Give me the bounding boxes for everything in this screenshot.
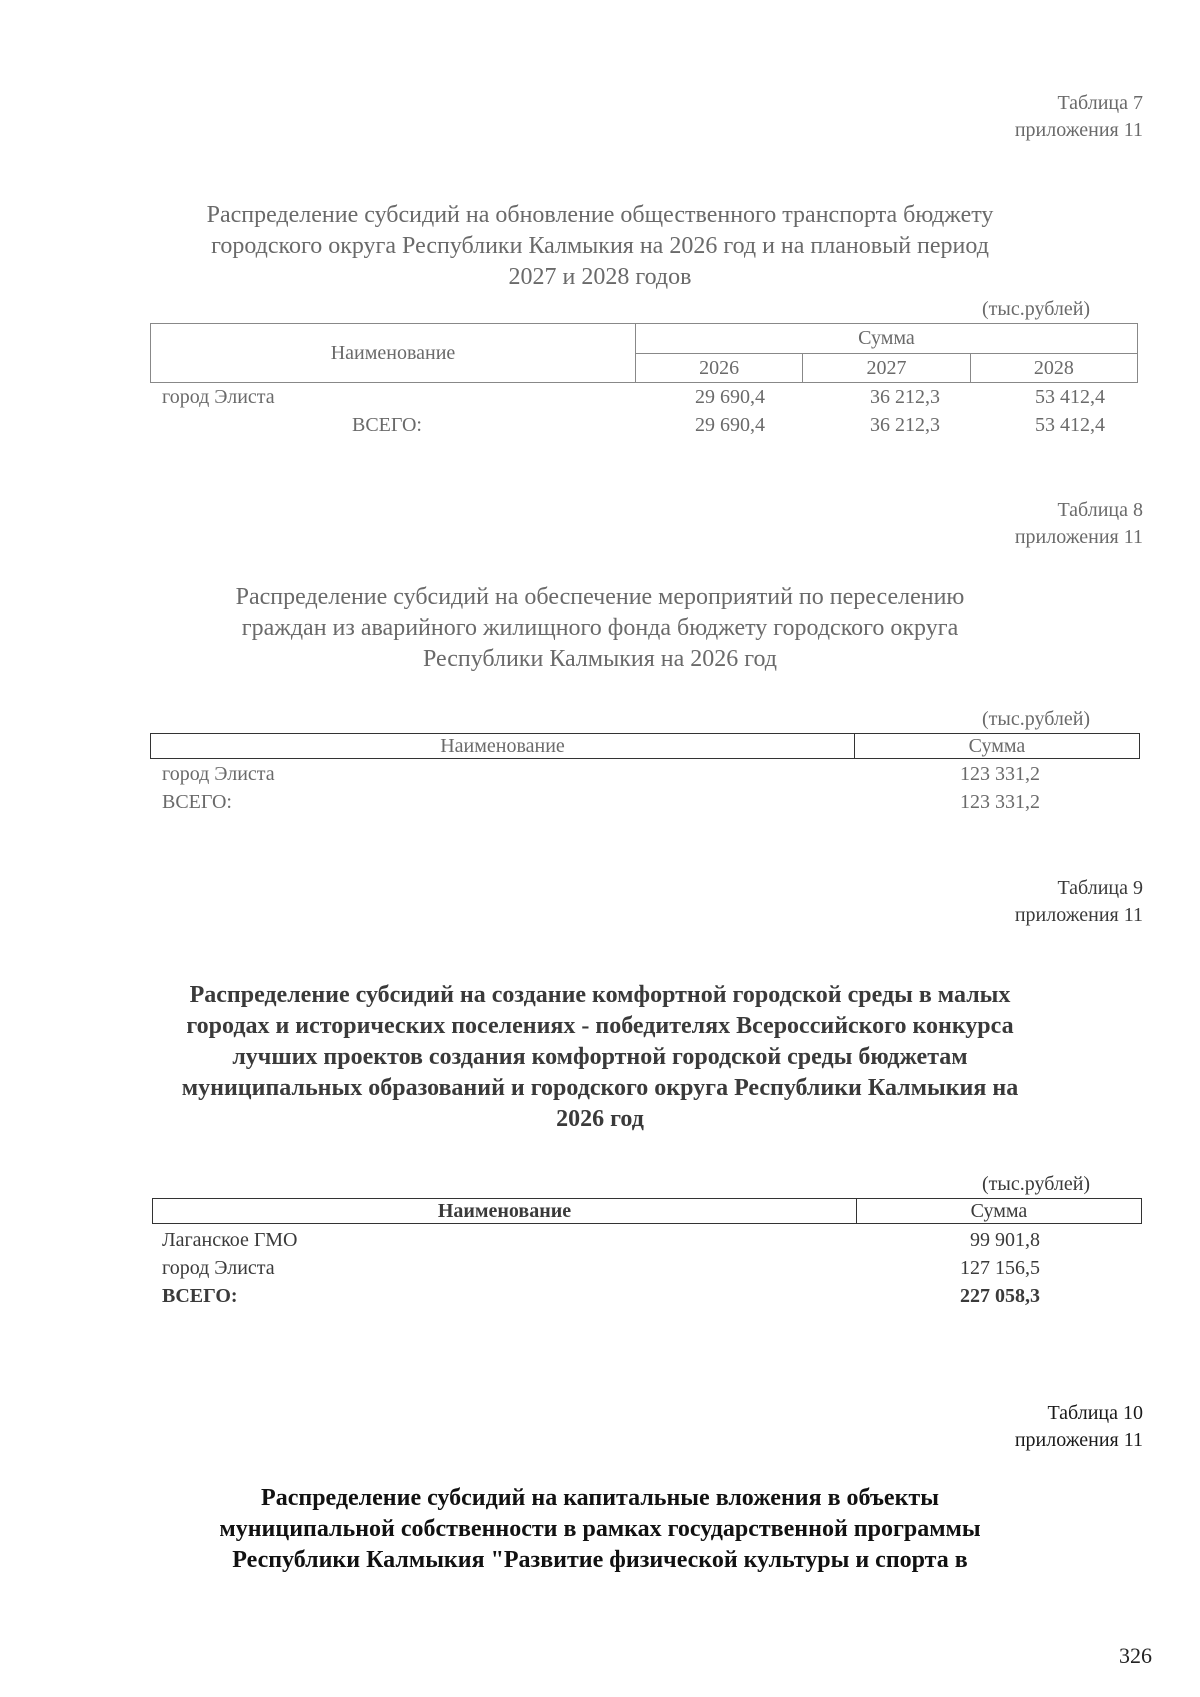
table-row-name: город Элиста [162,1257,275,1279]
table-7-title-line: городского округа Республики Калмыкия на 2026 год и на плановый период [211,233,989,259]
table-9-reference [1015,875,1143,929]
table-9-title-line: городах и исторических поселениях - победителях Всероссийского конкурса [186,1013,1014,1039]
table-9-title-line: муниципальных образований и городского округа Республики Калмыкия на [181,1075,1019,1101]
table-cell-value: 53 412,4 [1035,386,1105,408]
table-10-reference [1015,1400,1143,1454]
column-header-name: Наименование [153,1199,857,1224]
table-9-label: Таблица 9 [1057,877,1143,899]
column-header-year: 2027 [803,353,970,383]
table-cell-value: 53 412,4 [1035,414,1105,436]
table-8-label: Таблица 8 [1057,499,1143,521]
table-7-label: Таблица 7 [1057,92,1143,114]
table-9-title-line: 2026 год [556,1106,644,1132]
column-header-name: Наименование [151,324,636,383]
table-cell-value: 227 058,3 [960,1285,1040,1307]
table-total-label: ВСЕГО: [162,1285,238,1307]
table-10-title-line: муниципальной собственности в рамках государственной программы [219,1516,981,1542]
table-8-title-line: Республики Калмыкия на 2026 год [422,646,778,672]
table-8-title-line: Распределение субсидий на обеспечение мероприятий по переселению [235,584,965,610]
table-cell-value: 127 156,5 [960,1257,1040,1279]
table-8-title [140,582,1060,675]
table-9-header [152,1198,1142,1224]
table-10-title-line: Республики Калмыкия "Развитие физической культуры и спорта в [232,1547,968,1573]
table-row-name: Лаганское ГМО [162,1229,298,1251]
column-header-sum: Сумма [857,1199,1142,1224]
table-total-label: ВСЕГО: [162,791,232,813]
table-10-appendix: приложения 11 [1014,1429,1143,1451]
table-7-reference [1015,90,1143,144]
table-7-appendix: приложения 11 [1014,119,1143,141]
table-cell-value: 123 331,2 [960,763,1040,785]
table-8-header [150,733,1140,759]
column-header-sum: Сумма [636,324,1138,354]
column-header-name: Наименование [151,734,855,759]
table-10-title [140,1483,1060,1576]
table-row-name: город Элиста [162,386,275,408]
table-9-title-line: Распределение субсидий на создание комфортной городской среды в малых [189,982,1011,1008]
table-10-title-line: Распределение субсидий на капитальные вложения в объекты [261,1485,939,1511]
table-9-title [140,980,1060,1135]
table-8-units: (тыс.рублей) [982,708,1091,730]
table-7-title-line: Распределение субсидий на обновление общественного транспорта бюджету [206,202,994,228]
table-cell-value: 123 331,2 [960,791,1040,813]
table-10-label: Таблица 10 [1047,1402,1143,1424]
table-row-name: город Элиста [162,763,275,785]
table-8-appendix: приложения 11 [1014,526,1143,548]
column-header-sum: Сумма [855,734,1140,759]
table-total-label: ВСЕГО: [352,414,422,436]
table-cell-value: 36 212,3 [870,386,940,408]
table-9-units: (тыс.рублей) [982,1173,1091,1195]
table-8-reference [1015,497,1143,551]
table-7-header [150,323,1138,383]
column-header-year: 2026 [636,353,803,383]
table-cell-value: 29 690,4 [695,414,765,436]
table-8-title-line: граждан из аварийного жилищного фонда бюджету городского округа [241,615,959,641]
page-number: 326 [1119,1643,1152,1668]
table-7-units: (тыс.рублей) [982,298,1091,320]
table-9-appendix: приложения 11 [1014,904,1143,926]
table-cell-value: 29 690,4 [695,386,765,408]
table-9-title-line: лучших проектов создания комфортной городской среды бюджетам [232,1044,968,1070]
table-7-title [140,200,1060,293]
table-cell-value: 99 901,8 [970,1229,1040,1251]
column-header-year: 2028 [970,353,1137,383]
table-7-title-line: 2027 и 2028 годов [508,264,692,290]
table-cell-value: 36 212,3 [870,414,940,436]
